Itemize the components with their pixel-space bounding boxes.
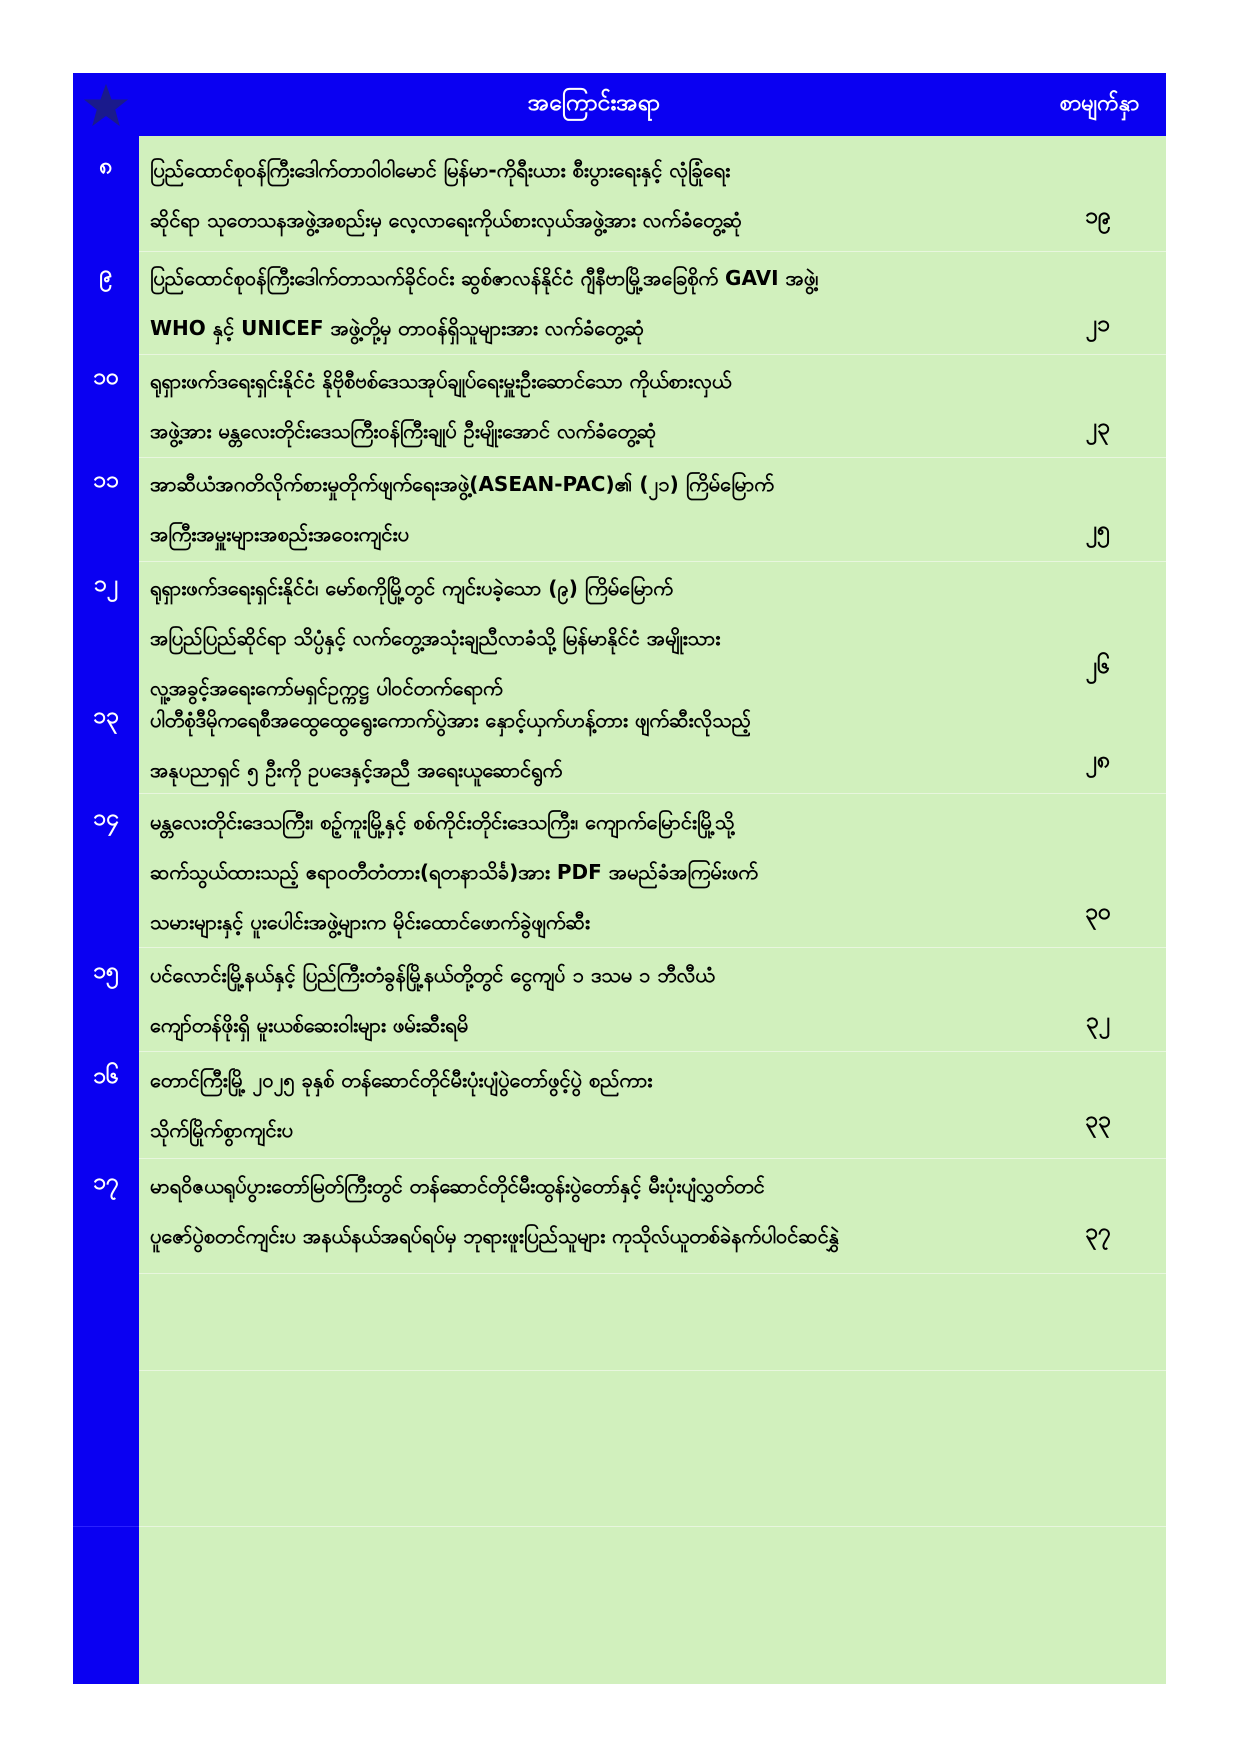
entry-title-line: လူ့အခွင့်အရေးကော်မရှင်ဥက္ကဋ္ဌ ပါဝင်တက်ရောက် <box>150 676 503 700</box>
entry-page: ၂၁ <box>1085 311 1111 337</box>
toc-title: အကြောင်းအရာ <box>527 89 661 116</box>
number-divider <box>73 1526 139 1527</box>
row-divider <box>139 251 1166 252</box>
entry-title <box>150 253 1050 353</box>
entry-number: ၁၅ <box>93 958 119 984</box>
entry-page: ၃၇ <box>1085 1219 1111 1245</box>
entry-number: ၁၃ <box>93 703 119 729</box>
entry-number: ၁၁ <box>93 467 119 493</box>
row-divider <box>139 457 1166 458</box>
entry-number: ၁၄ <box>93 805 119 831</box>
entry-title-line: ပါတီစုံဒီမိုကရေစီအထွေထွေရွေးကောက်ပွဲအား နှောင့်ယှက်ဟန့်တား ဖျက်ဆီးလိုသည့် <box>150 708 751 732</box>
entry-title-line: ပူဇော်ပွဲစတင်ကျင်းပ အနယ်နယ်အရပ်ရပ်မှ ဘုရားဖူးပြည်သူများ ကုသိုလ်ယူတစ်ခဲနက်ပါဝင်ဆင်နွှဲ <box>150 1224 840 1248</box>
row-divider <box>139 1273 1166 1274</box>
entry-title <box>150 797 1050 947</box>
entry-page: ၂၅ <box>1085 517 1111 543</box>
entry-title <box>150 1161 1050 1261</box>
entry-page: ၃၂ <box>1085 1008 1111 1034</box>
entry-title-line: ဆက်သွယ်ထားသည့် ဧရာဝတီတံတား(ရတနာသိင်္ခ)အား PDF အမည်ခံအကြမ်းဖက် <box>150 860 758 884</box>
entry-title <box>150 695 1050 795</box>
entry-number: ၈ <box>99 153 113 179</box>
entry-title-line: အနုပညာရှင် ၅ ဦးကို ဥပဒေနှင့်အညီ အရေးယူဆောင်ရွက် <box>150 758 563 782</box>
row-divider <box>139 1051 1166 1052</box>
entry-page: ၂၃ <box>1085 414 1111 440</box>
entry-title-line: ပြည်ထောင်စုဝန်ကြီးဒေါက်တာသက်ခိုင်ဝင်း ဆွစ်ဇာလန်နိုင်ငံ ဂျီနီဗာမြို့အခြေစိုက် GAVI အဖွဲ့၊ <box>150 266 819 290</box>
row-divider <box>139 1158 1166 1159</box>
entry-title-line: တောင်ကြီးမြို့ ၂၀၂၅ ခုနှစ် တန်ဆောင်တိုင်မီးပုံးပျံပွဲတော်ဖွင့်ပွဲ စည်ကား <box>150 1068 653 1092</box>
row-divider <box>139 354 1166 355</box>
entry-title-line: အကြီးအမှူးများအစည်းအဝေးကျင်းပ <box>150 522 409 546</box>
entry-title-line: ကျော်တန်ဖိုးရှိ မူးယစ်ဆေးဝါးများ ဖမ်းဆီးရမိ <box>150 1013 469 1037</box>
entry-title <box>150 1055 1050 1155</box>
entry-number: ၁၆ <box>93 1063 119 1089</box>
star-icon-graphic <box>83 82 129 128</box>
entry-title <box>150 563 1050 713</box>
entry-title-line: ပြည်ထောင်စုဝန်ကြီးဒေါက်တာဝါဝါမောင် မြန်မာ-ကိုရီးယား စီးပွားရေးနှင့် လုံခြုံရေး <box>150 158 731 182</box>
entry-title-line: ရုရှားဖက်ဒရေးရှင်းနိုင်ငံ နိုဗိုစီဗစ်ဒေသအုပ်ချုပ်ရေးမှူးဦးဆောင်သော ကိုယ်စားလှယ် <box>150 369 732 393</box>
entry-title-line: မာရဝိဇယရုပ်ပွားတော်မြတ်ကြီးတွင် တန်ဆောင်တိုင်မီးထွန်းပွဲတော်နှင့် မီးပုံးပျံလွှတ်တင် <box>150 1174 765 1198</box>
page-column-header: စာမျက်နှာ <box>1059 91 1140 116</box>
entry-title-line: ဆိုင်ရာ သုတေသနအဖွဲ့အစည်းမှ လေ့လာရေးကိုယ်စားလှယ်အဖွဲ့အား လက်ခံတွေ့ဆုံ <box>150 208 743 232</box>
row-divider <box>139 947 1166 948</box>
entry-page: ၃၃ <box>1085 1107 1111 1133</box>
entry-page: ၂၆ <box>1085 653 1111 679</box>
entry-title-line: သမားများနှင့် ပူးပေါင်းအဖွဲ့များက မိုင်းထောင်ဖောက်ခွဲဖျက်ဆီး <box>150 910 590 934</box>
entry-title <box>150 950 1050 1050</box>
entry-title <box>150 145 1050 245</box>
entry-title-line: အပြည်ပြည်ဆိုင်ရာ သိပ္ပံနှင့် လက်တွေ့အသုံးချညီလာခံသို့ မြန်မာနိုင်ငံ အမျိုးသား <box>150 626 721 650</box>
table-of-contents <box>73 73 1166 1684</box>
entry-number: ၁၇ <box>93 1169 119 1195</box>
row-divider <box>139 561 1166 562</box>
entry-page: ၃၀ <box>1085 899 1111 925</box>
row-divider <box>139 1526 1166 1527</box>
entry-page: ၁၉ <box>1085 203 1111 229</box>
entry-title <box>150 459 1050 559</box>
entry-title-line: အာဆီယံအဂတိလိုက်စားမှုတိုက်ဖျက်ရေးအဖွဲ့(ASEAN-PAC)၏ (၂၁) ကြိမ်မြောက် <box>150 472 774 496</box>
entry-title-line: ရုရှားဖက်ဒရေးရှင်းနိုင်ငံ၊ မော်စကိုမြို့တွင် ကျင်းပခဲ့သော (၉) ကြိမ်မြောက် <box>150 576 673 600</box>
entry-number: ၁၂ <box>93 571 119 597</box>
entry-number: ၉ <box>99 261 113 287</box>
entry-title-line: WHO နှင့် UNICEF အဖွဲ့တို့မှ တာဝန်ရှိသူများအား လက်ခံတွေ့ဆုံ <box>150 316 645 340</box>
row-divider <box>139 1370 1166 1371</box>
entry-number: ၁၀ <box>93 364 119 390</box>
entry-title-line: အဖွဲ့အား မန္တလေးတိုင်းဒေသကြီးဝန်ကြီးချုပ် ဦးမျိုးအောင် လက်ခံတွေ့ဆုံ <box>150 419 657 443</box>
entry-page: ၂၈ <box>1085 747 1111 773</box>
star-icon <box>73 73 139 136</box>
entry-title-line: ပင်လောင်းမြို့နယ်နှင့် ပြည်ကြီးတံခွန်မြို့နယ်တို့တွင် ငွေကျပ် ၁ ဒသမ ၁ ဘီလီယံ <box>150 963 715 987</box>
entry-title-line: မန္တလေးတိုင်းဒေသကြီး၊ စဉ့်ကူးမြို့နှင့် စစ်ကိုင်းတိုင်းဒေသကြီး၊ ကျောက်မြောင်းမြို့သို့ <box>150 810 735 834</box>
entry-title-line: သိုက်မြိုက်စွာကျင်းပ <box>150 1118 294 1142</box>
toc-header <box>73 73 1166 136</box>
entry-title <box>150 356 1050 456</box>
